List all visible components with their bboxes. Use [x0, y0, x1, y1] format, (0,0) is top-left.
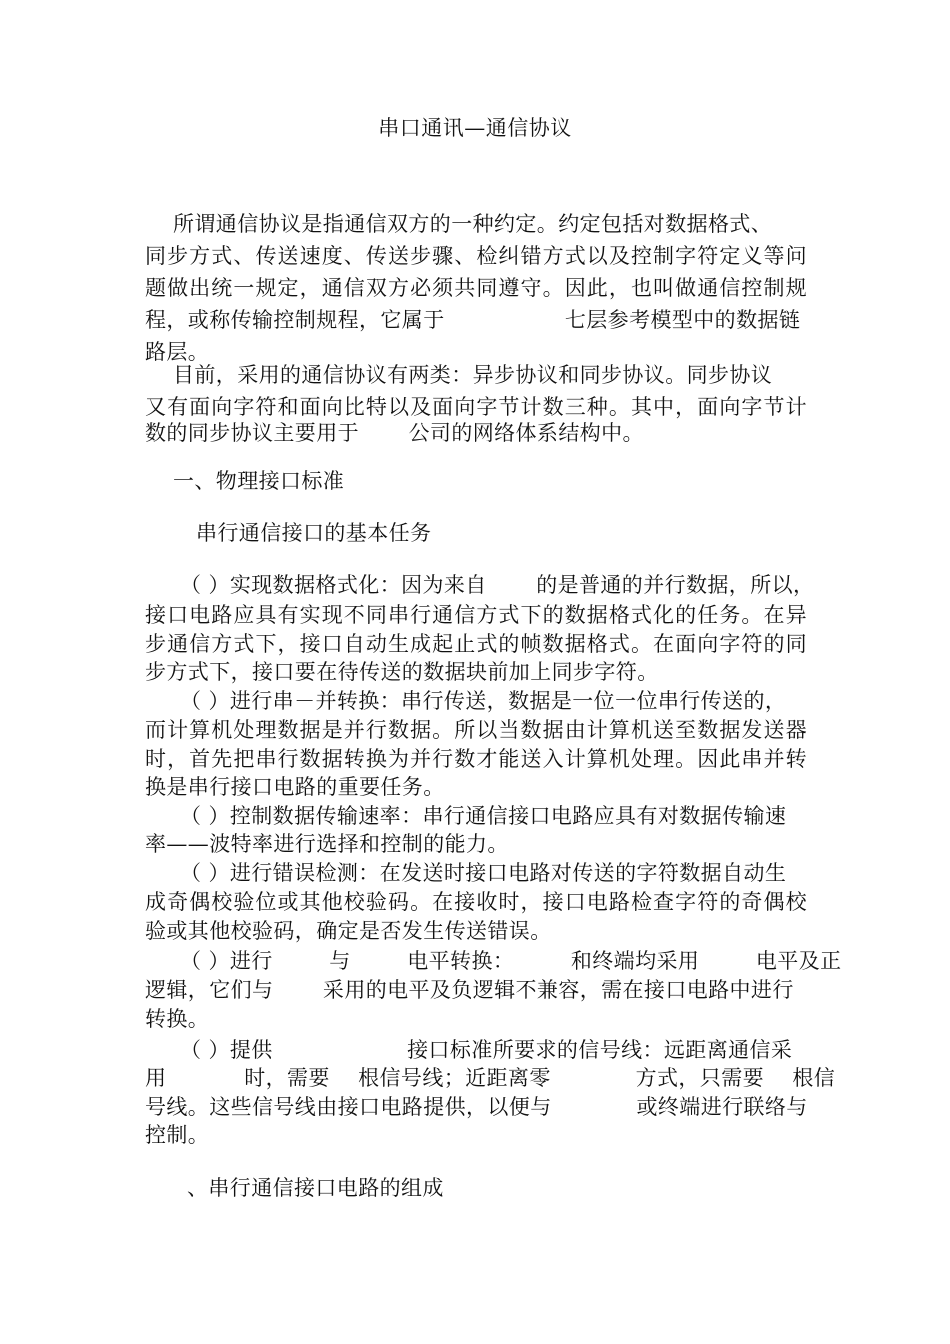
task-line-4: 步方式下，接口要在待传送的数据块前加上同步字符。 — [145, 660, 659, 684]
subsection-heading-basic-tasks: 串行通信接口的基本任务 — [196, 521, 432, 545]
task-line-10: 率——波特率进行选择和控制的能力。 — [145, 832, 509, 856]
subsection-heading-circuit-composition: 、串行通信接口电路的组成 — [187, 1176, 444, 1200]
task-line-18: 用 时，需要 根信号线；近距离零 方式，只需要 根信 — [145, 1066, 836, 1090]
intro-line-3: 题做出统一规定，通信双方必须共同遵守。因此，也叫做通信控制规 — [145, 276, 807, 300]
current-line-3: 数的同步协议主要用于 公司的网络体系结构中。 — [145, 421, 644, 445]
intro-line-4: 程，或称传输控制规程，它属于 七层参考模型中的数据链 — [145, 308, 801, 332]
task-line-13: 验或其他校验码，确定是否发生传送错误。 — [145, 919, 552, 943]
document-title: 串口通讯—通信协议 — [378, 116, 572, 140]
task-line-11: （ ）进行错误检测：在发送时接口电路对传送的字符数据自动生 — [180, 861, 787, 885]
task-line-7: 时，首先把串行数据转换为并行数才能送入计算机处理。因此串并转 — [145, 747, 807, 771]
task-line-14: （ ）进行 与 电平转换： 和终端均采用 电平及正 — [180, 949, 842, 973]
task-line-6: 而计算机处理数据是并行数据。所以当数据由计算机送至数据发送器 — [145, 718, 807, 742]
task-line-1: （ ）实现数据格式化：因为来自 的是普通的并行数据，所以， — [180, 573, 815, 597]
task-line-16: 转换。 — [145, 1007, 210, 1031]
intro-line-1: 所谓通信协议是指通信双方的一种约定。约定包括对数据格式、 — [173, 212, 773, 236]
task-line-8: 换是串行接口电路的重要任务。 — [145, 775, 445, 799]
task-line-5: （ ）进行串－并转换：串行传送，数据是一位一位串行传送的， — [180, 689, 787, 713]
task-line-12: 成奇偶校验位或其他校验码。在接收时，接口电路检查字符的奇偶校 — [145, 890, 807, 914]
task-line-17: （ ）提供 接口标准所要求的信号线：远距离通信采 — [180, 1038, 793, 1062]
task-line-20: 控制。 — [145, 1123, 210, 1147]
intro-line-2: 同步方式、传送速度、传送步骤、检纠错方式以及控制字符定义等问 — [145, 244, 807, 268]
task-line-9: （ ）控制数据传输速率：串行通信接口电路应具有对数据传输速 — [180, 804, 787, 828]
intro-line-5: 路层。 — [145, 340, 210, 364]
current-line-1: 目前，采用的通信协议有两类：异步协议和同步协议。同步协议 — [173, 363, 773, 387]
current-line-2: 又有面向字符和面向比特以及面向字节计数三种。其中，面向字节计 — [145, 395, 807, 419]
section-heading-physical-interface: 一、物理接口标准 — [173, 469, 345, 493]
task-line-19: 号线。这些信号线由接口电路提供，以便与 或终端进行联络与 — [145, 1095, 808, 1119]
task-line-2: 接口电路应具有实现不同串行通信方式下的数据格式化的任务。在异 — [145, 603, 807, 627]
task-line-3: 步通信方式下，接口自动生成起止式的帧数据格式。在面向字符的同 — [145, 632, 807, 656]
task-line-15: 逻辑，它们与 采用的电平及负逻辑不兼容，需在接口电路中进行 — [145, 978, 794, 1002]
